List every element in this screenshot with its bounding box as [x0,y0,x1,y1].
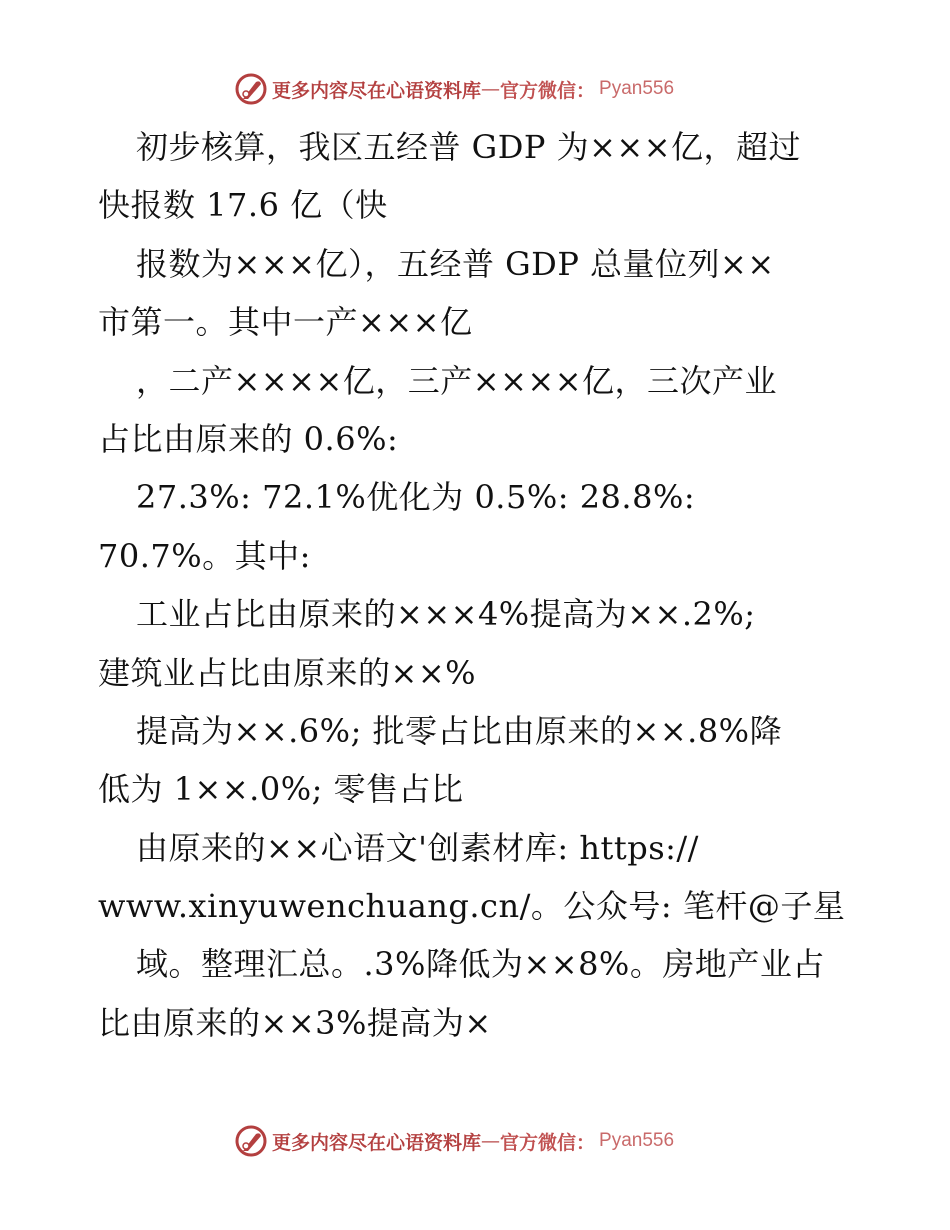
body-line: 提高为××.6%; 批零占比由原来的××.8%降 [136,711,783,750]
quill-logo-icon [234,72,268,106]
body-line: 市第一。其中一产×××亿 [98,303,473,342]
header-contact-id: Pyan556 [599,78,675,99]
body-line: 工业占比由原来的×××4%提高为××.2%; [136,595,756,634]
header-banner [234,72,674,106]
body-line: 70.7%。其中: [98,536,311,575]
body-line: 域。整理汇总。.3%降低为××8%。房地产业占 [136,945,825,984]
header-dash: — [481,78,501,100]
footer-contact-id: Pyan556 [599,1130,675,1151]
body-line: ，二产××××亿，三产××××亿，三次产业 [136,361,778,400]
body-line: 建筑业占比由原来的××% [98,653,477,692]
footer-dash: — [481,1130,501,1152]
body-line: 由原来的××心语文'创素材库: https:// [136,828,699,867]
footer-contact-label: 官方微信： [500,1131,596,1154]
quill-logo-icon [234,1124,268,1158]
document-body [98,118,878,1052]
header-contact-label: 官方微信： [500,79,596,102]
body-line: 比由原来的××3%提高为× [98,1003,492,1042]
body-line: 初步核算，我区五经普 GDP 为×××亿，超过 [136,128,802,166]
body-line: 占比由原来的 0.6%: [98,419,399,458]
body-line: 27.3%: 72.1%优化为 0.5%: 28.8%: [136,478,696,517]
footer-site-text: 更多内容尽在心语资料库 [272,1131,482,1154]
header-site-text: 更多内容尽在心语资料库 [272,79,482,102]
body-line: 快报数 17.6 亿（快 [98,186,388,225]
body-line: 报数为×××亿），五经普 GDP 总量位列×× [136,244,775,283]
body-line: 低为 1××.0%; 零售占比 [98,770,464,809]
footer-banner [234,1124,674,1158]
body-line: www.xinyuwenchuang.cn/。公众号: 笔杆@子星 [98,887,846,926]
